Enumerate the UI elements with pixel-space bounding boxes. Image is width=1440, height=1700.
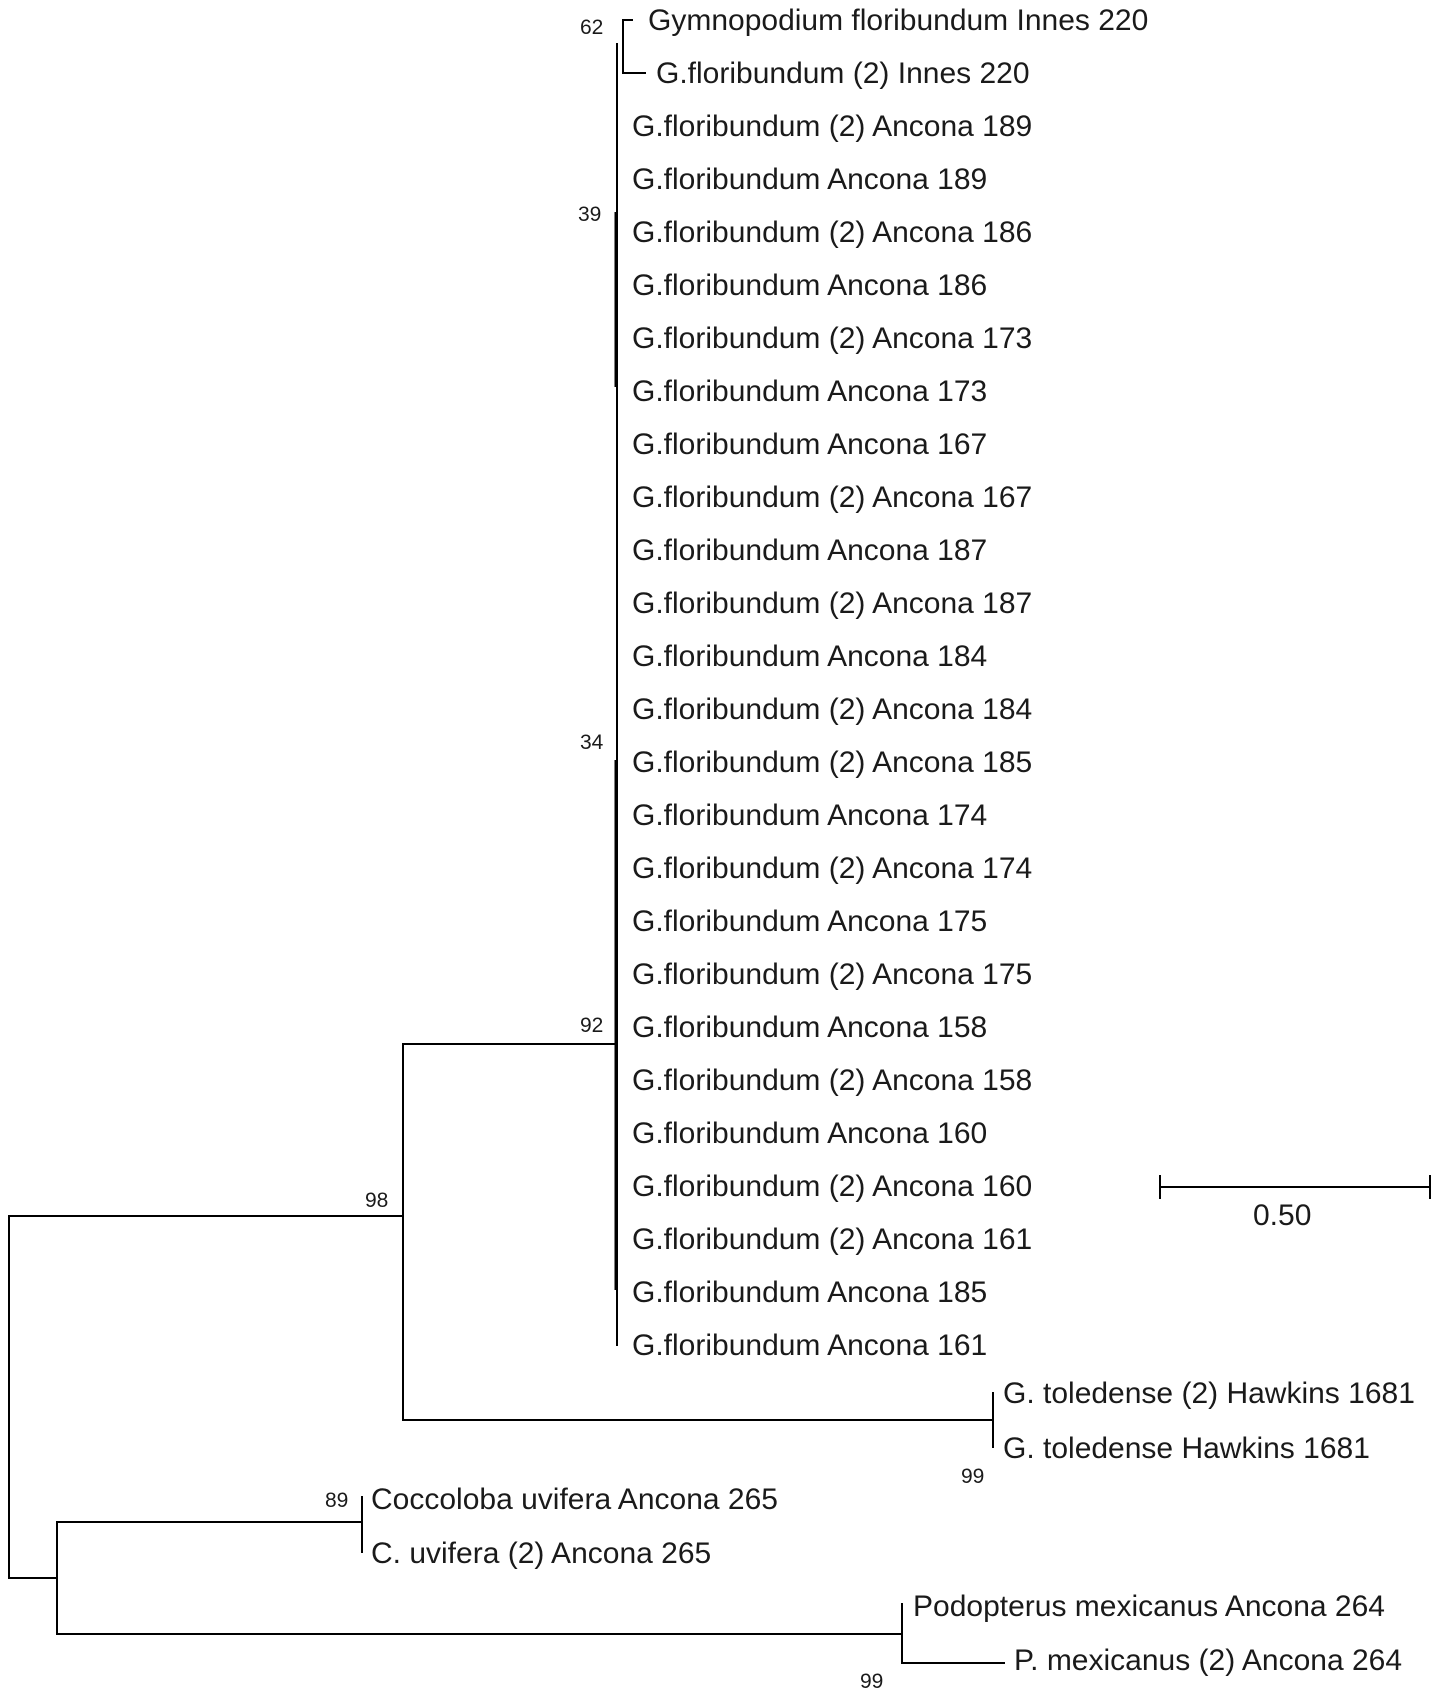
taxon-label: G.floribundum (2) Ancona 173 [632,322,1033,355]
taxon-label: Podopterus mexicanus Ancona 264 [913,1590,1385,1623]
taxon-label: G.floribundum Ancona 175 [632,905,988,938]
support-value: 39 [578,203,602,226]
support-value: 98 [365,1189,389,1212]
taxon-label: G.floribundum (2) Ancona 158 [632,1064,1033,1097]
taxon-label: G.floribundum Ancona 184 [632,640,988,673]
taxon-label: G.floribundum (2) Ancona 174 [632,852,1033,885]
support-value: 92 [580,1014,604,1037]
taxon-label: P. mexicanus (2) Ancona 264 [1014,1644,1403,1677]
taxon-label: Coccoloba uvifera Ancona 265 [371,1483,778,1516]
taxon-labels [371,4,1415,1677]
taxon-label: G.floribundum Ancona 158 [632,1011,988,1044]
taxon-label: G.floribundum (2) Ancona 160 [632,1170,1033,1203]
taxon-label: C. uvifera (2) Ancona 265 [371,1537,712,1570]
scale-bar-label: 0.50 [1253,1199,1312,1232]
support-value: 99 [961,1465,985,1488]
taxon-label: G.floribundum (2) Ancona 189 [632,110,1033,143]
scale-bar [1160,1176,1430,1198]
taxon-label: G.floribundum (2) Ancona 167 [632,481,1033,514]
branches [9,20,1430,1663]
taxon-label: G.floribundum Ancona 186 [632,269,988,302]
support-value: 99 [860,1670,884,1693]
taxon-label: G.floribundum Ancona 173 [632,375,988,408]
taxon-label: G.floribundum (2) Ancona 175 [632,958,1033,991]
innes-branch [623,20,645,73]
support-value: 89 [325,1489,349,1512]
taxon-label: G.floribundum (2) Ancona 184 [632,693,1033,726]
taxon-label: G. toledense (2) Hawkins 1681 [1003,1377,1415,1410]
taxon-label: G.floribundum (2) Innes 220 [656,57,1030,90]
root-branch [9,1216,403,1578]
taxon-label: G.floribundum Ancona 174 [632,799,988,832]
taxon-label: G.floribundum Ancona 185 [632,1276,988,1309]
taxon-label: G.floribundum (2) Ancona 185 [632,746,1033,779]
taxon-label: G.floribundum (2) Ancona 186 [632,216,1033,249]
taxon-label: G.floribundum Ancona 187 [632,534,988,567]
taxon-label: G.floribundum (2) Ancona 187 [632,587,1033,620]
taxon-label: G.floribundum Ancona 161 [632,1329,988,1362]
taxon-label: G.floribundum Ancona 167 [632,428,988,461]
taxon-label: G.floribundum Ancona 160 [632,1117,988,1150]
support-value: 62 [580,16,604,39]
taxon-label: G.floribundum Ancona 189 [632,163,988,196]
support-value: 34 [580,731,604,754]
taxon-label: G. toledense Hawkins 1681 [1003,1432,1370,1465]
taxon-label: Gymnopodium floribundum Innes 220 [648,4,1149,37]
taxon-label: G.floribundum (2) Ancona 161 [632,1223,1033,1256]
